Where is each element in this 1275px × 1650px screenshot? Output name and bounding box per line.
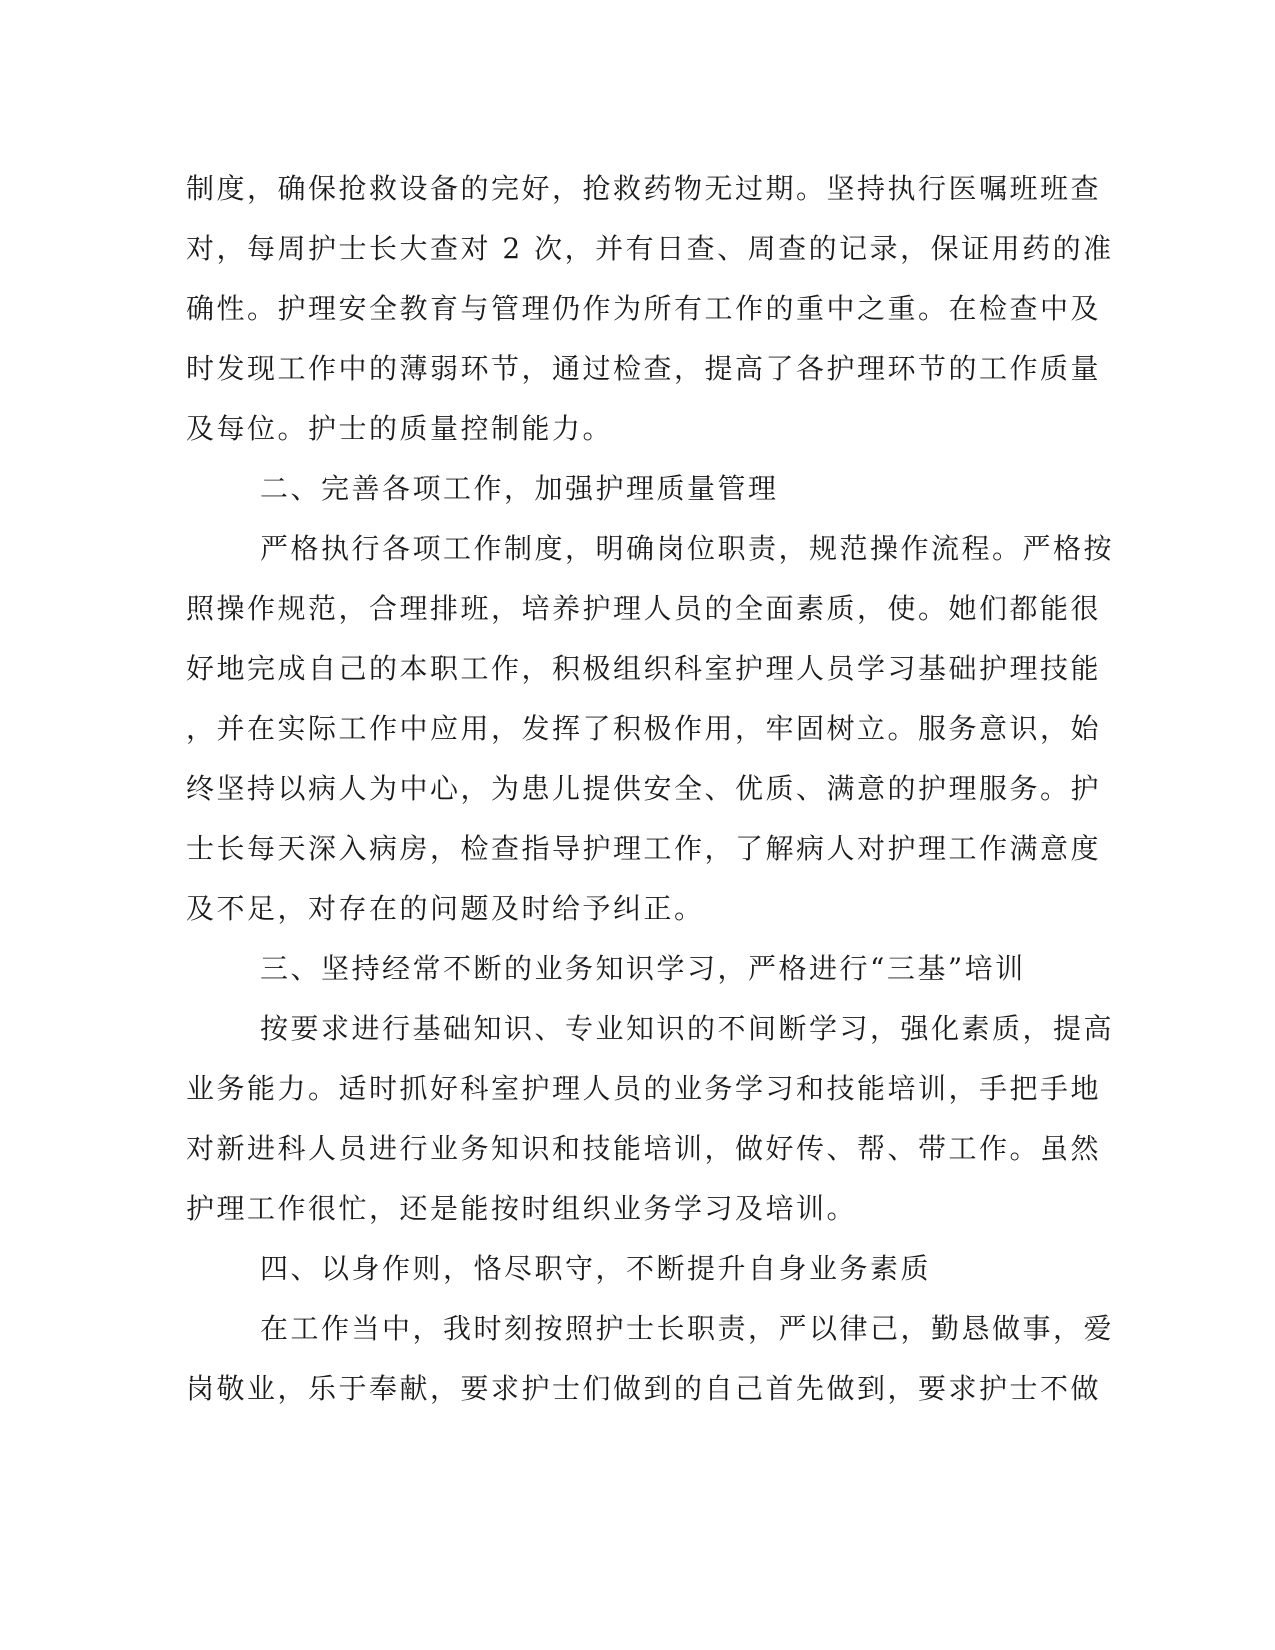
text-line: 终坚持以病人为中心，为患儿提供安全、优质、满意的护理服务。护 (186, 772, 1102, 805)
text-line: 按要求进行基础知识、专业知识的不间断学习，强化素质，提高 (260, 1012, 1115, 1045)
text-line: 对新进科人员进行业务知识和技能培训，做好传、帮、带工作。虽然 (186, 1132, 1102, 1165)
text-line: 岗敬业，乐于奉献，要求护士们做到的自己首先做到，要求护士不做 (186, 1372, 1102, 1405)
text-line: 照操作规范，合理排班，培养护理人员的全面素质，使。她们都能很 (186, 592, 1102, 625)
text-line: 对，每周护士长大查对 2 次，并有日查、周查的记录，保证用药的准 (186, 232, 1114, 265)
text-line: 在工作当中，我时刻按照护士长职责，严以律己，勤恳做事，爱 (260, 1312, 1115, 1345)
document-body (186, 159, 1115, 1419)
text-line: 及不足，对存在的问题及时给予纠正。 (186, 892, 705, 925)
text-line: 时发现工作中的薄弱环节，通过检查，提高了各护理环节的工作质量 (186, 352, 1102, 385)
section-heading: 三、坚持经常不断的业务知识学习，严格进行“三基”培训 (260, 952, 1026, 985)
section-heading: 四、以身作则，恪尽职守，不断提升自身业务素质 (260, 1252, 932, 1285)
text-line: ，并在实际工作中应用，发挥了积极作用，牢固树立。服务意识，始 (186, 712, 1102, 745)
text-line: 士长每天深入病房，检查指导护理工作，了解病人对护理工作满意度 (186, 832, 1102, 865)
text-line: 好地完成自己的本职工作，积极组织科室护理人员学习基础护理技能 (186, 652, 1102, 685)
text-line: 业务能力。适时抓好科室护理人员的业务学习和技能培训，手把手地 (186, 1072, 1102, 1105)
section-heading: 二、完善各项工作，加强护理质量管理 (260, 472, 779, 505)
text-line: 确性。护理安全教育与管理仍作为所有工作的重中之重。在检查中及 (186, 292, 1102, 325)
text-line: 及每位。护士的质量控制能力。 (186, 412, 614, 445)
text-line: 严格执行各项工作制度，明确岗位职责，规范操作流程。严格按 (260, 532, 1115, 565)
text-line: 制度，确保抢救设备的完好，抢救药物无过期。坚持执行医嘱班班查 (186, 172, 1102, 205)
text-line: 护理工作很忙，还是能按时组织业务学习及培训。 (186, 1192, 858, 1225)
